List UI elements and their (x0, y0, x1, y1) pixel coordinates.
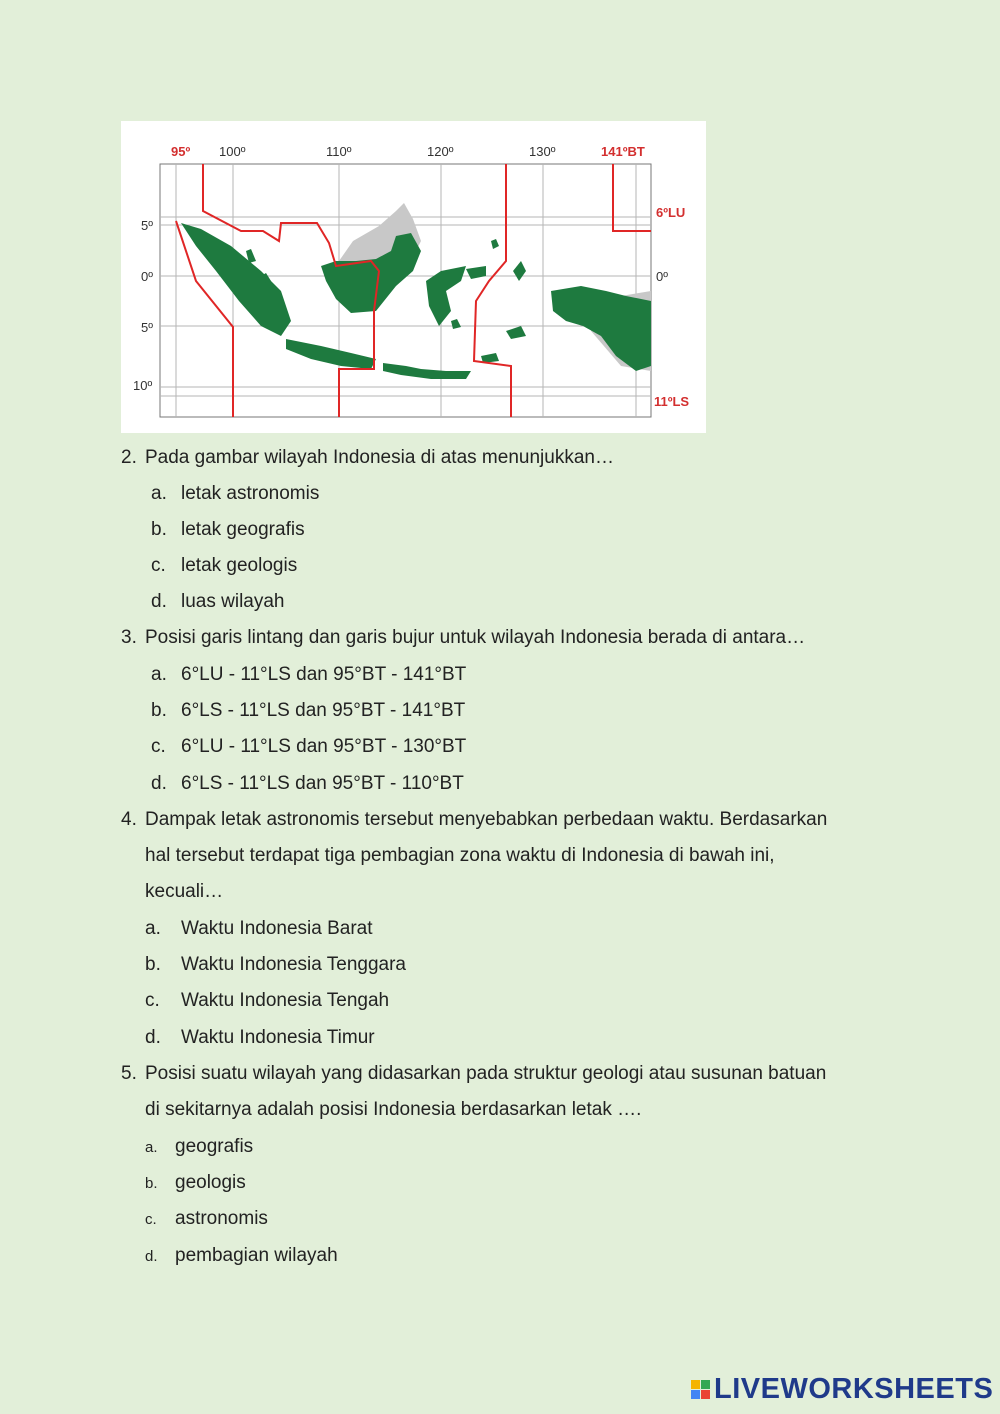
option-4b[interactable] (145, 947, 406, 983)
option-text: astronomis (175, 1208, 268, 1229)
option-text: geologis (175, 1172, 246, 1193)
option-3c[interactable] (151, 729, 466, 765)
option-5d[interactable] (145, 1238, 338, 1275)
boundary-north-east (613, 164, 651, 231)
option-text: Waktu Indonesia Timur (181, 1027, 375, 1048)
option-letter: b. (145, 1175, 158, 1192)
lon-label-141: 141ºBT (601, 144, 645, 159)
question-text: Pada gambar wilayah Indonesia di atas menunjukkan… (145, 447, 614, 468)
option-text: Waktu Indonesia Barat (181, 918, 373, 939)
island-papua (551, 286, 651, 371)
option-letter: d. (145, 1027, 161, 1048)
question-5 (121, 1056, 827, 1092)
option-text: Waktu Indonesia Tengah (181, 990, 390, 1011)
question-text-line-1: Dampak letak astronomis tersebut menyebabkan perbedaan waktu. Berdasarkan (145, 809, 828, 830)
option-text: 6°LS - 11°LS dan 95°BT - 110°BT (181, 773, 464, 794)
option-2c[interactable] (151, 548, 297, 584)
option-text: 6°LU - 11°LS dan 95°BT - 130°BT (181, 736, 467, 757)
option-letter: a. (145, 918, 161, 939)
indonesia-map (121, 121, 706, 433)
option-letter: c. (145, 990, 160, 1011)
lat-label-right-11ls: 11ºLS (654, 394, 690, 409)
option-text: letak geologis (181, 555, 298, 576)
option-4c[interactable] (145, 983, 389, 1019)
option-2b[interactable] (151, 512, 305, 548)
liveworksheets-logo[interactable] (691, 1373, 993, 1405)
question-text-line-2: hal tersebut terdapat tiga pembagian zona waktu di Indonesia di bawah ini, (145, 845, 775, 866)
option-letter: c. (151, 555, 166, 576)
option-letter: b. (151, 519, 167, 540)
option-letter: b. (145, 954, 161, 975)
question-2 (121, 440, 614, 476)
option-4d[interactable] (145, 1020, 375, 1056)
island-sumatra (181, 223, 291, 336)
option-text: letak astronomis (181, 483, 320, 504)
option-5a[interactable] (145, 1129, 253, 1166)
island-seram (506, 326, 526, 339)
lon-label-95: 95º (171, 144, 191, 159)
lon-label-130: 130º (529, 144, 556, 159)
islands (181, 223, 651, 379)
option-3d[interactable] (151, 766, 464, 802)
map-svg (121, 121, 706, 433)
lon-label-120: 120º (427, 144, 454, 159)
option-text: 6°LU - 11°LS dan 95°BT - 141°BT (181, 664, 467, 685)
option-text: pembagian wilayah (175, 1245, 338, 1266)
option-letter: a. (151, 483, 167, 504)
option-text: 6°LS - 11°LS dan 95°BT - 141°BT (181, 700, 466, 721)
boundary-wita-wit (474, 164, 511, 417)
option-text: geografis (175, 1136, 254, 1157)
question-3 (121, 620, 806, 656)
question-text-line-3: kecuali… (145, 881, 224, 902)
question-text-line-1: Posisi suatu wilayah yang didasarkan pada struktur geologi atau susunan batuan (145, 1063, 827, 1084)
option-letter: c. (151, 736, 166, 757)
option-2d[interactable] (151, 584, 285, 620)
option-text: letak geografis (181, 519, 305, 540)
logo-icon (691, 1380, 710, 1399)
island-jawa (286, 339, 376, 369)
question-text-line-2: di sekitarnya adalah posisi Indonesia berdasarkan letak …. (145, 1099, 642, 1120)
option-5c[interactable] (145, 1201, 268, 1238)
island-sulawesi (426, 266, 466, 326)
lat-label-left-0: 0º (141, 269, 153, 284)
island-sulawesi-north (466, 266, 486, 279)
option-5b[interactable] (145, 1165, 246, 1202)
option-3a[interactable] (151, 657, 466, 693)
question-number: 3. (121, 627, 137, 648)
island-nusa-tenggara (383, 363, 471, 379)
question-4 (121, 802, 828, 838)
option-text: Waktu Indonesia Tenggara (181, 954, 406, 975)
option-letter: a. (145, 1139, 158, 1156)
option-letter: d. (151, 773, 167, 794)
lon-label-110: 110º (326, 144, 352, 159)
option-4a[interactable] (145, 911, 373, 947)
lat-label-right-6lu: 6ºLU (656, 205, 686, 220)
option-letter: d. (145, 1248, 158, 1265)
option-letter: c. (145, 1211, 157, 1228)
option-letter: d. (151, 591, 167, 612)
option-3b[interactable] (151, 693, 465, 729)
lat-label-left-5s: 5º (141, 320, 153, 335)
question-text: Posisi garis lintang dan garis bujur untuk wilayah Indonesia berada di antara… (145, 627, 806, 648)
lat-label-right-0: 0º (656, 269, 668, 284)
lon-label-100: 100º (219, 144, 246, 159)
logo-text: LIVEWORKSHEETS (714, 1372, 994, 1405)
option-letter: a. (151, 664, 167, 685)
option-letter: b. (151, 700, 167, 721)
option-text: luas wilayah (181, 591, 285, 612)
question-number: 5. (121, 1063, 137, 1084)
question-number: 4. (121, 809, 137, 830)
island-halmahera (513, 261, 526, 281)
lat-label-left-10s: 10º (133, 378, 153, 393)
lat-label-left-5n: 5º (141, 218, 153, 233)
option-2a[interactable] (151, 476, 319, 512)
question-number: 2. (121, 447, 137, 468)
